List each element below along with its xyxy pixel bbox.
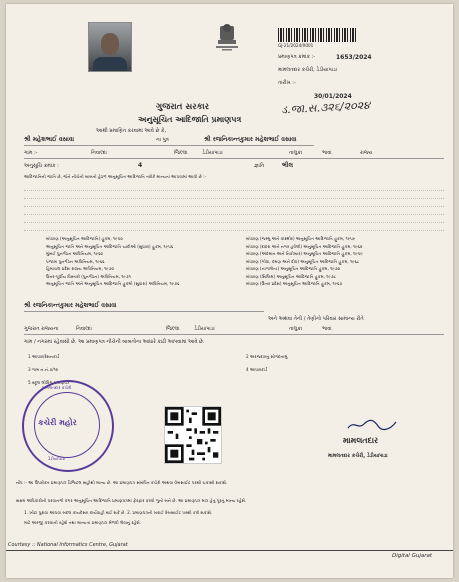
intro-text: આથી પ્રમાણિત કરવામાં આવે છે કે, [96,128,167,134]
caste-value: ભીલ [282,162,294,169]
basis-item: 5 સ્કૂલ લીવિંગ પ્રમાણપત્ર [28,380,70,385]
basis-item: 2 અરજદારનું સોગંદનામું [246,354,288,359]
signatory-title: મામલતદાર [343,436,379,445]
taluka-label: તાલુકા [289,150,303,156]
order-item: અનુસૂચિત જાતિ અને અનુસૂચિત આદિજાતિ હુકમો (સુધારા) અધિનિયમ, ૧૯૭૬ [46,281,180,286]
order-item: બંધારણ (દાદરા અને નગર હવેલી) અનુસૂચિત આદિજાતિ હુકમ, ૧૯૬૨ [246,243,363,249]
relation-text: ના પુત્ર [156,137,169,143]
schedule-label: અનુસૂચિ ક્રમાંક : [24,163,59,169]
residence-taluka-label: તાલુકા [289,326,303,332]
divider [24,145,314,146]
village-label: ગામ :- [24,150,38,156]
basis-paragraph: ગામ / નગરમાં રહેવાસી છે. આ પ્રમાણપત્ર નીચેની બાબતોના આધારે કાઢી આપવામાં આવે છે. [24,339,205,345]
applicant-photo [88,22,132,72]
order-item: અનુસૂચિત જાતિ અને અનુસૂચિત આદિજાતિ યાદીઓ (સુધારા) હુકમ, ૧૯૫૬ [46,243,174,249]
order-item: બંધારણ (નાગાલેન્ડ) અનુસૂચિત આદિજાતિ હુકમ, ૧૯૭૦ [246,266,341,271]
courtesy-text: Courtesy :: National Informatics Centre, Gujarat [8,542,128,548]
order-item: બંધારણ (ઉત્તર પ્રદેશ) અનુસૂચિત આદિજાતિ હુકમ, ૧૯૬૭ [246,281,343,286]
district-value: ડેડીયાપાડા [202,150,223,156]
order-item: બંધારણ (અંદમાન અને નિકોબાર) અનુસૂચિત આદિજાતિ હુકમ, ૧૯૫૯ [246,251,363,256]
divider [24,158,444,159]
seal-bottom-text: ડેડીયાપાડા [48,456,66,461]
seal-top-text: મામલતદાર કચેરી [42,385,72,390]
residence-village: નિવાલ્દા [76,326,92,332]
residence-label: ગુજરાત રાજ્યના [24,326,59,332]
handwritten-reference: ડ.જા.સ.૩૨૬/૨૦૨૪ [280,98,371,117]
certificate-page [6,4,453,578]
applicant-name-repeat: શ્રી રજનિકાન્તકુમાર મહેશભાઈ વસાવા [24,302,117,309]
orders-left-column [46,236,221,286]
certificate-title: અનુસૂચિત આદિજાતિ પ્રમાણપત્ર [138,115,242,124]
caste-label: જ્ઞાતિ [254,163,265,169]
recognition-paragraph: આદિજાતિની જાતિ છે, જેને નીચેની બાબતો હેઠળ અનુસૂચિત આદિજાતિ તરીકે માન્યતા આપવામાં આવી છે :- [24,174,207,179]
footer-divider [6,550,453,551]
basis-item: 3 ગામ ન.નં.૭/૧૨ [28,367,59,372]
seal-center-text: કચેરી મહોર [38,418,77,427]
father-name: શ્રી મહેશભાઈ વસાવા [24,136,75,143]
footer-note-3: 1. ખોટા પુરાવા આપવા બદલ કાયદેસર કાર્યવાહી થઈ શકે છે. 2. પ્રમાણપત્રની ખરાઈ વેબસાઈટ પરથી કરી શકાશે. [24,510,213,515]
village-value: નિવાલ્દા [91,150,107,156]
photo-shirt [93,57,127,71]
government-title: ગુજરાત સરકાર [156,102,210,112]
divider [24,334,444,335]
office-header: મામલતદાર કચેરી, ડેડીયાપાડા [278,67,337,73]
family-text: અને અથવા તેની / તેણીનો પરિવાર સામાન્ય રીતે [268,316,364,322]
orders-right-column [246,236,441,286]
residence-district: ડેડીયાપાડા [194,326,215,332]
footer-note-1: નોંધ :- આ ઉપરોક્ત પ્રમાણપત્ર ડિજિટલ સહીથી માન્ય છે. આ પ્રમાણપત્ર સંબંધિત કચેરી અથવા વેબસાઈટ પરથી ચકાસી શકાશે. [16,480,228,485]
applicant-name: શ્રી રજનિકાન્તકુમાર મહેશભાઈ વસાવા [204,136,297,143]
barcode-number: GJ-21/2024/0001 [278,43,314,48]
qr-code [164,406,222,464]
digital-gujarat-text: Digital Gujarat [392,553,433,559]
signature-scribble [346,418,406,432]
taluka-value: ભાવા [322,150,332,156]
order-item: બંધારણ (જમ્મુ અને કાશ્મીર) અનુસૂચિત આદિજાતિ હુકમ, ૧૯૫૯ [246,236,356,241]
order-item: હિમાચલ પ્રદેશ રાજ્ય અધિનિયમ, ૧૯૭૦ [46,266,115,271]
barcode [278,28,358,42]
district-label: જિલ્લા [174,150,188,156]
order-item: ઉત્તર-પૂર્વીય વિસ્તારો (પુનર્ગઠન) અધિનિયમ, ૧૯૭૧ [46,273,131,279]
order-item: મુંબઈ પુનર્ગઠન અધિનિયમ, ૧૯૬૦ [46,251,104,256]
photo-face [101,33,119,55]
date-label-header: તારીખ :- [278,80,296,86]
order-item: બંધારણ (ગોવા, દમણ અને દીવ) અનુસૂચિત આદિજાતિ હુકમ, ૧૯૬૮ [246,258,360,264]
order-item: પંજાબ પુનર્ગઠન અધિનિયમ, ૧૯૬૬ [46,258,105,264]
state-label: રાજ્ય [360,150,373,156]
footer-note-2: સક્ષમ અધિકારીની પરવાનગી વગર અનુસૂચિત આદિજાતિ પ્રમાણપત્રમાં ફેરફાર કરવો ગુનો બને છે. આ પ્રમાણપત્ર માત્ર હેતુ પૂરતું માન્ય રહેશે. [16,498,247,503]
order-item: બંધારણ (અનુસૂચિત આદિજાતિ) હુકમ, ૧૯૫૦ [46,236,123,241]
issue-date: 30/01/2024 [314,93,352,100]
basis-item: 1 આધાર/રેશનકાર્ડ [28,354,60,359]
divider [24,311,264,312]
state-emblem-icon [214,22,240,56]
certificate-no-label: પ્રમાણપત્ર ક્રમાંક :- [278,54,316,60]
residence-district-label: જિલ્લા [166,326,180,332]
residence-taluka: ભાવા [322,326,332,332]
schedule-number: 4 [138,162,143,169]
footer-note-4: માટે અરજી કરવાની રહેશે તથા માન્યતા પ્રમાણપત્ર મેળવી લેવાનું રહેશે. [24,520,142,525]
basis-item: 4 આધારકાર્ડ [246,367,268,372]
signatory-office: મામલતદાર કચેરી, ડેડીયાપાડા [328,453,388,459]
order-item: બંધારણ (સિક્કિમ) અનુસૂચિત આદિજાતિ હુકમ, ૧૯૭૮ [246,273,337,279]
legal-lines [24,185,444,231]
certificate-no: 1653/2024 [336,54,372,61]
office-seal [22,380,114,472]
